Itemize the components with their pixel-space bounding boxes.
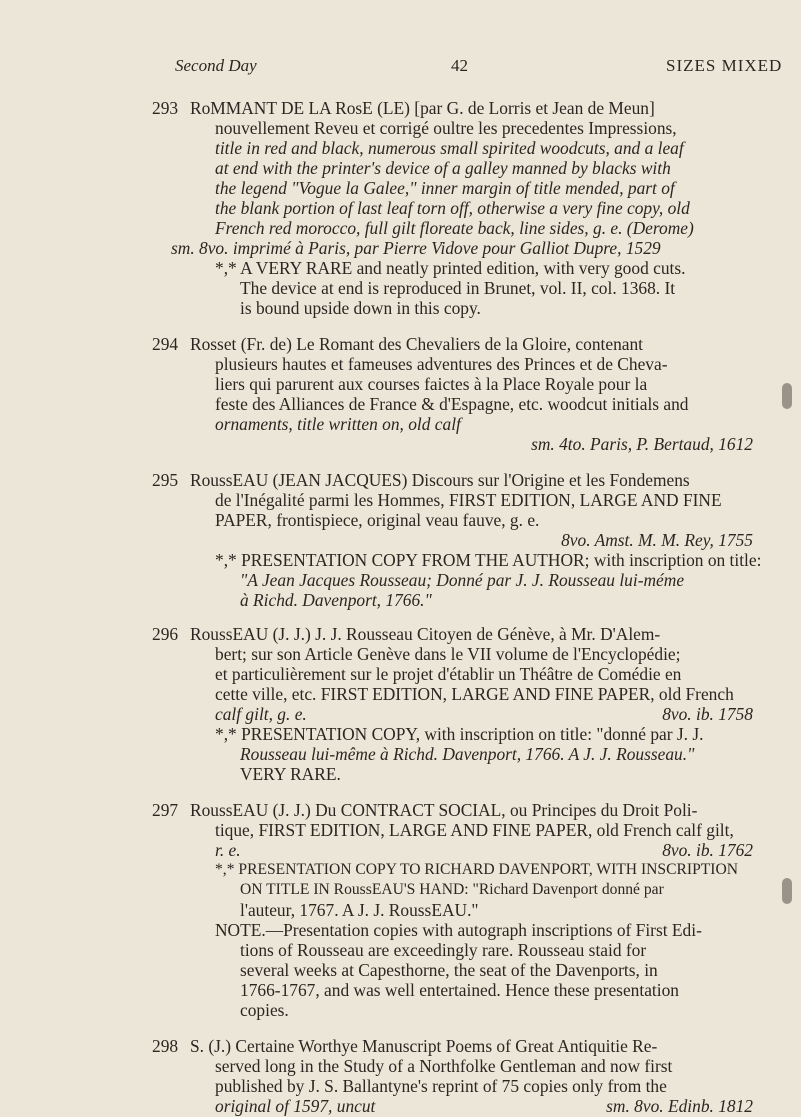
lot-imprint: sm. 8vo. Edinb. 1812	[606, 1096, 753, 1116]
lot-line: French red morocco, full gilt floreate back, line sides, g. e. (Derome)	[215, 218, 694, 238]
lot-note: The device at end is reproduced in Brunet, vol. II, col. 1368. It	[240, 278, 676, 298]
lot-line: feste des Alliances de France & d'Espagne, etc. woodcut initials and	[215, 394, 689, 414]
lot-line: S. (J.) Certaine Worthye Manuscript Poems of Great Antiquitie Re-	[190, 1036, 658, 1056]
lot-imprint: sm. 8vo. imprimé à Paris, par Pierre Vidove pour Galliot Dupre, 1529	[171, 238, 661, 258]
lot-note: l'auteur, 1767. A J. J. RoussEAU."	[240, 900, 479, 920]
lot-note: *,* PRESENTATION COPY TO RICHARD DAVENPORT, WITH INSCRIPTION	[215, 861, 738, 878]
lot-line: PAPER, frontispiece, original veau fauve, g. e.	[215, 510, 540, 530]
lot-number: 294	[152, 334, 179, 354]
lot-line: original of 1597, uncut	[215, 1096, 376, 1116]
lot-line: bert; sur son Article Genève dans le VII volume de l'Encyclopédie;	[215, 644, 681, 664]
lot-note: *,* PRESENTATION COPY, with inscription on title: "donné par J. J.	[215, 724, 704, 744]
lot-line: RoussEAU (JEAN JACQUES) Discours sur l'Origine et les Fondemens	[190, 470, 690, 490]
lot-line: the blank portion of last leaf torn off, otherwise a very fine copy, old	[215, 198, 690, 218]
header-day: Second Day	[175, 56, 257, 75]
lot-note: *,* A VERY RARE and neatly printed edition, with very good cuts.	[215, 258, 686, 278]
lot-line: de l'Inégalité parmi les Hommes, FIRST EDITION, LARGE AND FINE	[215, 490, 722, 510]
lot-line: published by J. S. Ballantyne's reprint of 75 copies only from the	[215, 1076, 667, 1096]
lot-footnote: 1766-1767, and was well entertained. Hence these presentation	[240, 980, 679, 1000]
lot-imprint: 8vo. Amst. M. M. Rey, 1755	[561, 530, 753, 550]
lot-footnote: several weeks at Capesthorne, the seat of the Davenports, in	[240, 960, 658, 980]
lot-footnote: tions of Rousseau are exceedingly rare. Rousseau staid for	[240, 940, 647, 960]
lot-line: nouvellement Reveu et corrigé oultre les precedentes Impressions,	[215, 118, 677, 138]
lot-number: 297	[152, 800, 179, 820]
lot-footnote: copies.	[240, 1000, 289, 1020]
lot-line: r. e.	[215, 840, 241, 860]
lot-note: à Richd. Davenport, 1766."	[240, 590, 432, 610]
lot-note: ON TITLE IN RoussEAU'S HAND: "Richard Davenport donné par	[240, 881, 664, 898]
lot-line: ornaments, title written on, old calf	[215, 414, 461, 434]
lot-line: calf gilt, g. e.	[215, 704, 307, 724]
lot-line: the legend "Vogue la Galee," inner margin of title mended, part of	[215, 178, 675, 198]
lot-number: 296	[152, 624, 179, 644]
lot-line: Rosset (Fr. de) Le Romant des Chevaliers de la Gloire, contenant	[190, 334, 644, 354]
lot-footnote: NOTE.—Presentation copies with autograph inscriptions of First Edi-	[215, 920, 702, 940]
lot-note: "A Jean Jacques Rousseau; Donné par J. J. Rousseau lui-méme	[240, 570, 685, 590]
lot-note: VERY RARE.	[240, 764, 341, 784]
lot-imprint: 8vo. ib. 1762	[662, 840, 753, 860]
lot-line: tique, FIRST EDITION, LARGE AND FINE PAPER, old French calf gilt,	[215, 820, 734, 840]
lot-line: et particulièrement sur le projet d'établir un Théâtre de Comédie en	[215, 664, 682, 684]
lot-number: 295	[152, 470, 179, 490]
binding-mark	[782, 383, 792, 409]
lot-number: 293	[152, 98, 179, 118]
lot-line: RoussEAU (J. J.) Du CONTRACT SOCIAL, ou Principes du Droit Poli-	[190, 800, 698, 820]
lot-imprint: sm. 4to. Paris, P. Bertaud, 1612	[531, 434, 753, 454]
lot-line: served long in the Study of a Northfolke Gentleman and now first	[215, 1056, 673, 1076]
page-number: 42	[451, 56, 468, 75]
lot-number: 298	[152, 1036, 179, 1056]
lot-note: is bound upside down in this copy.	[240, 298, 481, 318]
binding-mark	[782, 878, 792, 904]
lot-note: *,* PRESENTATION COPY FROM THE AUTHOR; with inscription on title:	[215, 550, 762, 570]
lot-line: RoussEAU (J. J.) J. J. Rousseau Citoyen de Génève, à Mr. D'Alem-	[190, 624, 661, 644]
lot-line: cette ville, etc. FIRST EDITION, LARGE AND FINE PAPER, old French	[215, 684, 734, 704]
lot-line: title in red and black, numerous small spirited woodcuts, and a leaf	[215, 138, 684, 158]
lot-line: RoMMANT DE LA RosE (LE) [par G. de Lorris et Jean de Meun]	[190, 98, 655, 118]
lot-note: Rousseau lui-même à Richd. Davenport, 1766. A J. J. Rousseau."	[240, 744, 695, 764]
lot-line: plusieurs hautes et fameuses adventures des Princes et de Cheva-	[215, 354, 668, 374]
running-header	[0, 56, 801, 80]
lot-imprint: 8vo. ib. 1758	[662, 704, 753, 724]
header-section: SIZES MIXED	[666, 56, 783, 75]
lot-line: liers qui parurent aux courses faictes à la Place Royale pour la	[215, 374, 648, 394]
lot-line: at end with the printer's device of a galley manned by blacks with	[215, 158, 671, 178]
